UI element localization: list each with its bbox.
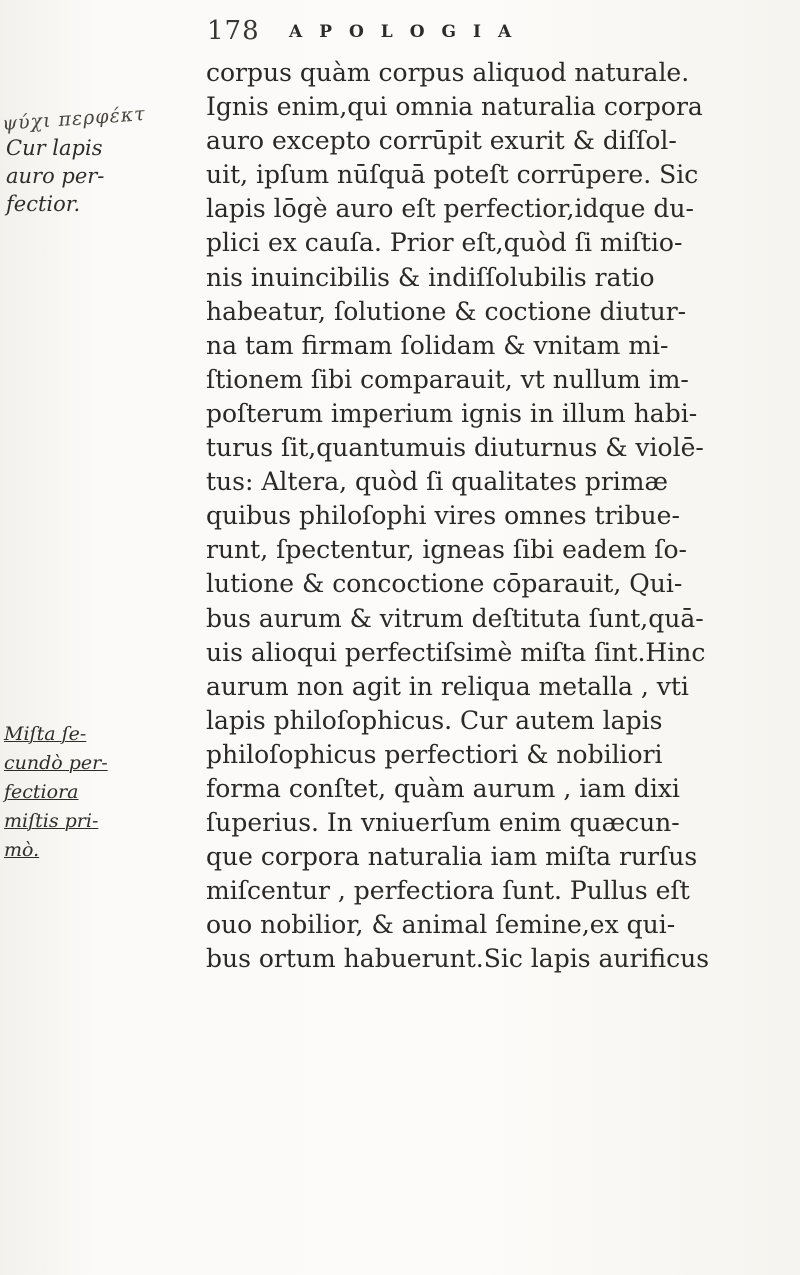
margin-note-line: mò. <box>4 839 40 861</box>
text-line: que corpora naturalia iam miſta rurſus <box>206 842 698 872</box>
margin-note-mista-secundo <box>4 720 108 865</box>
text-line: habeatur, ſolutione & coctione diutur- <box>206 296 687 326</box>
text-line: philoſophicus perfectiori & nobiliori <box>206 739 663 769</box>
handwritten-annotation: ψύχι περφέκτ <box>1 103 147 135</box>
text-line: bus ortum habuerunt.Sic lapis aurificus <box>206 944 710 974</box>
margin-note-line: cundò per- <box>4 752 108 774</box>
text-line: auro excepto corrūpit exurit & diſſol- <box>206 126 677 156</box>
text-line: uis alioqui perfectiſsimè miſta ſint.Hinc <box>206 637 706 667</box>
text-line: ſuperius. In vniuerſum enim quæcun- <box>206 808 680 838</box>
running-head: APOLOGIA <box>289 22 529 42</box>
text-line: poſterum imperium ignis in illum habi- <box>206 398 698 428</box>
text-line: miſcentur , perfectiora ſunt. Pullus eſt <box>206 876 690 906</box>
text-line: Ignis enim,qui omnia naturalia corpora <box>206 92 703 122</box>
text-line: ouo nobilior, & animal ſemine,ex qui- <box>206 910 676 940</box>
text-line: forma conſtet, quàm aurum , iam dixi <box>206 773 680 803</box>
text-line: aurum non agit in reliqua metalla , vti <box>206 671 689 701</box>
text-line: lutione & concoctione cōparauit, Qui- <box>206 569 683 599</box>
text-line: na tam firmam ſolidam & vnitam mi- <box>206 330 669 360</box>
text-line: turus ſit,quantumuis diuturnus & violē- <box>206 433 704 463</box>
page-header <box>207 16 677 46</box>
margin-note-line: fectior. <box>6 192 81 216</box>
text-line: quibus philoſophi vires omnes tribue- <box>206 501 680 531</box>
margin-note-line: miſtis pri- <box>4 810 99 832</box>
body-text <box>206 56 800 977</box>
margin-note-lapis-perfectior <box>6 134 104 218</box>
page-number: 178 <box>207 16 260 46</box>
text-line: plici ex cauſa. Prior eſt,quòd ſi miſtio- <box>206 228 683 258</box>
margin-note-line: fectiora <box>4 781 79 803</box>
text-line: ſtionem ſibi comparauit, vt nullum im- <box>206 364 689 394</box>
margin-note-line: Cur lapis <box>6 136 103 160</box>
margin-note-line: Miſta ſe- <box>4 723 87 745</box>
text-line: bus aurum & vitrum deſtituta ſunt,quā- <box>206 603 704 633</box>
text-line: nis inuincibilis & indiſſolubilis ratio <box>206 262 655 292</box>
text-line: runt, ſpectentur, igneas ſibi eadem ſo- <box>206 535 688 565</box>
margin-note-line: auro per- <box>6 164 105 188</box>
text-line: lapis lōgè auro eſt perfectior,idque du- <box>206 194 694 224</box>
text-line: tus: Altera, quòd ſi qualitates primæ <box>206 467 669 497</box>
text-line: lapis philoſophicus. Cur autem lapis <box>206 705 663 735</box>
text-line: corpus quàm corpus aliquod naturale. <box>206 58 690 87</box>
text-line: uit, ipſum nūſquā poteſt corrūpere. Sic <box>206 160 699 190</box>
